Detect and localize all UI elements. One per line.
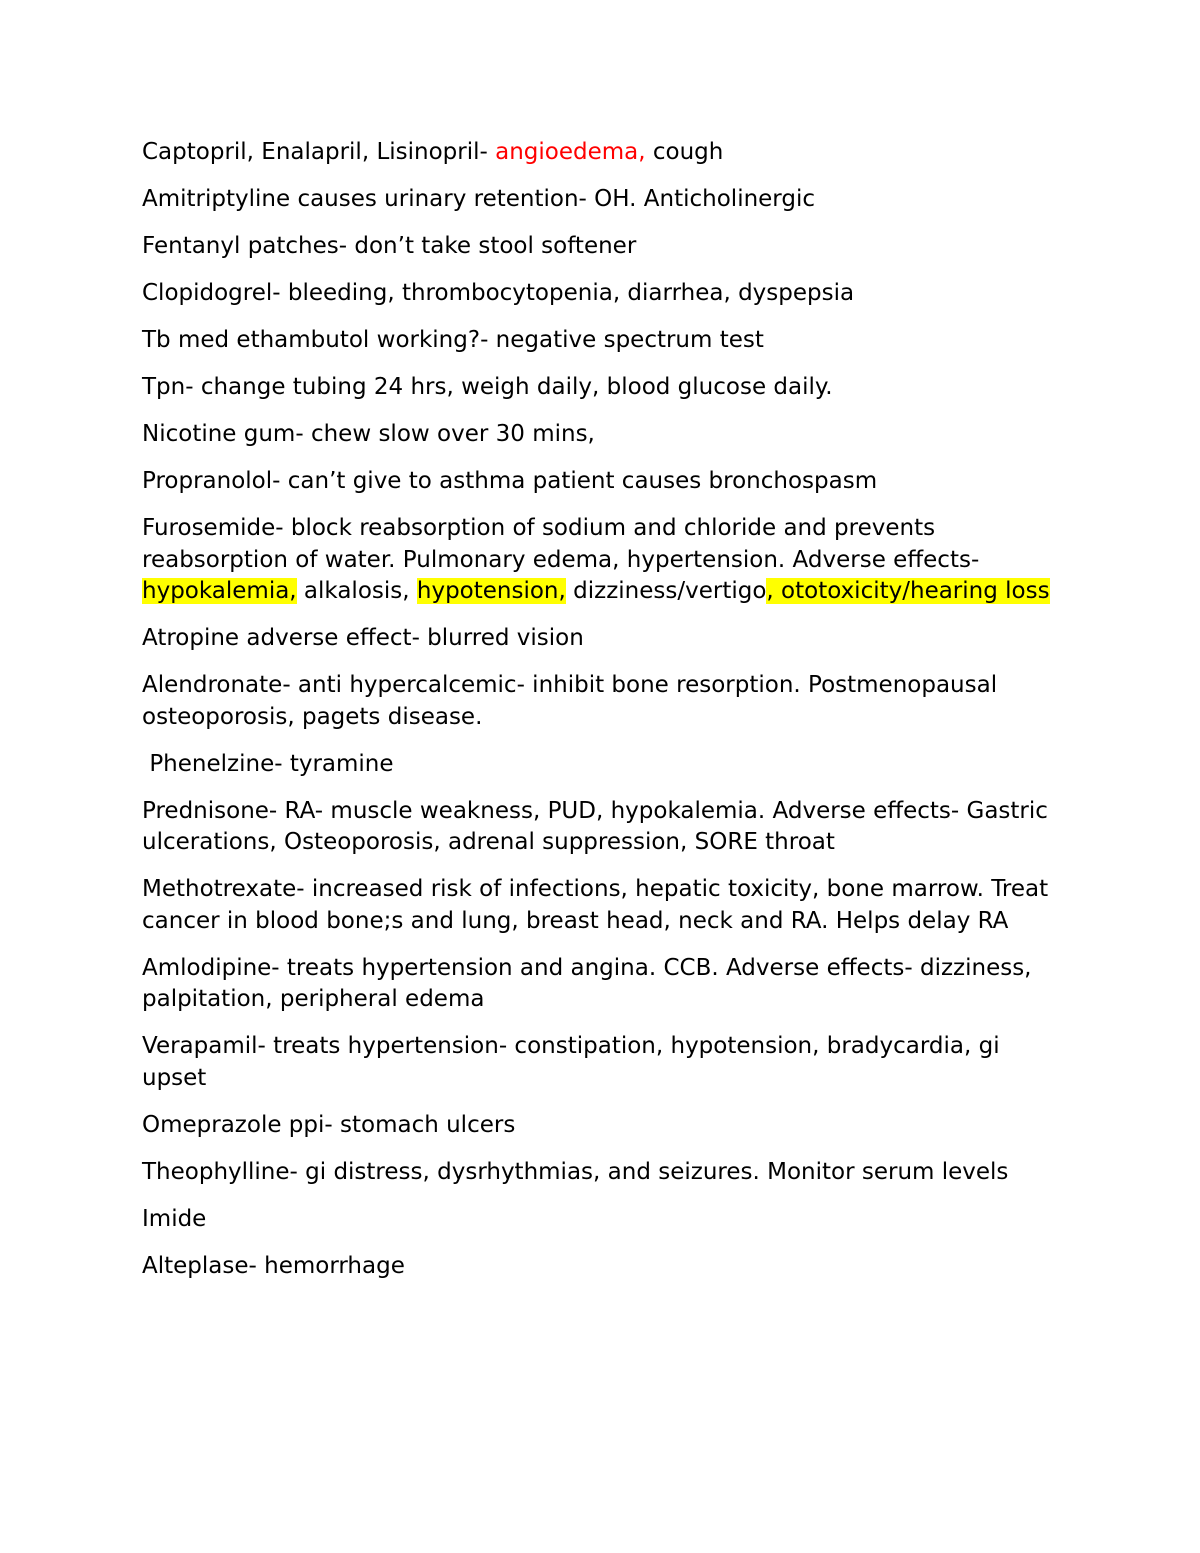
paragraph-tpn: Tpn- change tubing 24 hrs, weigh daily, blood glucose daily.	[142, 374, 833, 400]
paragraph-ethambutol: Tb med ethambutol working?- negative spectrum test	[142, 327, 764, 353]
paragraph-clopidogrel: Clopidogrel- bleeding, thrombocytopenia, diarrhea, dyspepsia	[142, 280, 855, 306]
paragraph-theophylline: Theophylline- gi distress, dysrhythmias, and seizures. Monitor serum levels	[142, 1158, 1009, 1185]
paragraph-imide: Imide	[142, 1205, 207, 1232]
highlighted-text: , ototoxicity/hearing loss	[766, 578, 1050, 604]
paragraph-ace-inhibitors	[142, 137, 1067, 169]
paragraph-alteplase: Alteplase- hemorrhage	[142, 1252, 405, 1279]
paragraph-atropine: Atropine adverse effect- blurred vision	[142, 625, 584, 651]
text-run: cough	[645, 139, 724, 165]
highlighted-text: hypokalemia,	[142, 578, 297, 604]
paragraph-verapamil: Verapamil- treats hypertension- constipation, hypotension, bradycardia, gi upset	[142, 1033, 1000, 1091]
paragraph-methotrexate: Methotrexate- increased risk of infections, hepatic toxicity, bone marrow. Treat cancer in blood bone;s and lung, breast head, neck and RA. Helps delay RA	[142, 876, 1049, 934]
text-run: Captopril, Enalapril, Lisinopril-	[142, 139, 496, 165]
document-body	[142, 137, 1067, 1298]
paragraph-amitriptyline: Amitriptyline causes urinary retention- OH. Anticholinergic	[142, 186, 815, 212]
highlighted-text: hypotension,	[416, 578, 566, 604]
paragraph-prednisone: Prednisone- RA- muscle weakness, PUD, hypokalemia. Adverse effects- Gastric ulcerations, Osteoporosis, adrenal suppression, SORE throat	[142, 797, 1048, 855]
paragraph-alendronate: Alendronate- anti hypercalcemic- inhibit bone resorption. Postmenopausal osteoporosis, pagets disease.	[142, 672, 998, 730]
paragraph-phenelzine: Phenelzine- tyramine	[142, 750, 394, 777]
paragraph-furosemide	[142, 513, 1067, 608]
paragraph-nicotine-gum: Nicotine gum- chew slow over 30 mins,	[142, 421, 595, 447]
paragraph-fentanyl: Fentanyl patches- don’t take stool softener	[142, 233, 637, 259]
paragraph-amlodipine: Amlodipine- treats hypertension and angina. CCB. Adverse effects- dizziness, palpitation, peripheral edema	[142, 954, 1032, 1012]
text-run: Furosemide- block reabsorption of sodium and chloride and prevents reabsorption of water. Pulmonary edema, hypertension. Adverse effects-	[142, 515, 980, 573]
paragraph-propranolol: Propranolol- can’t give to asthma patient causes bronchospasm	[142, 468, 878, 494]
text-run: alkalosis,	[296, 578, 417, 604]
red-emphasis-text: angioedema,	[495, 139, 646, 165]
paragraph-omeprazole: Omeprazole ppi- stomach ulcers	[142, 1111, 516, 1138]
text-run: dizziness/vertigo	[565, 578, 767, 604]
